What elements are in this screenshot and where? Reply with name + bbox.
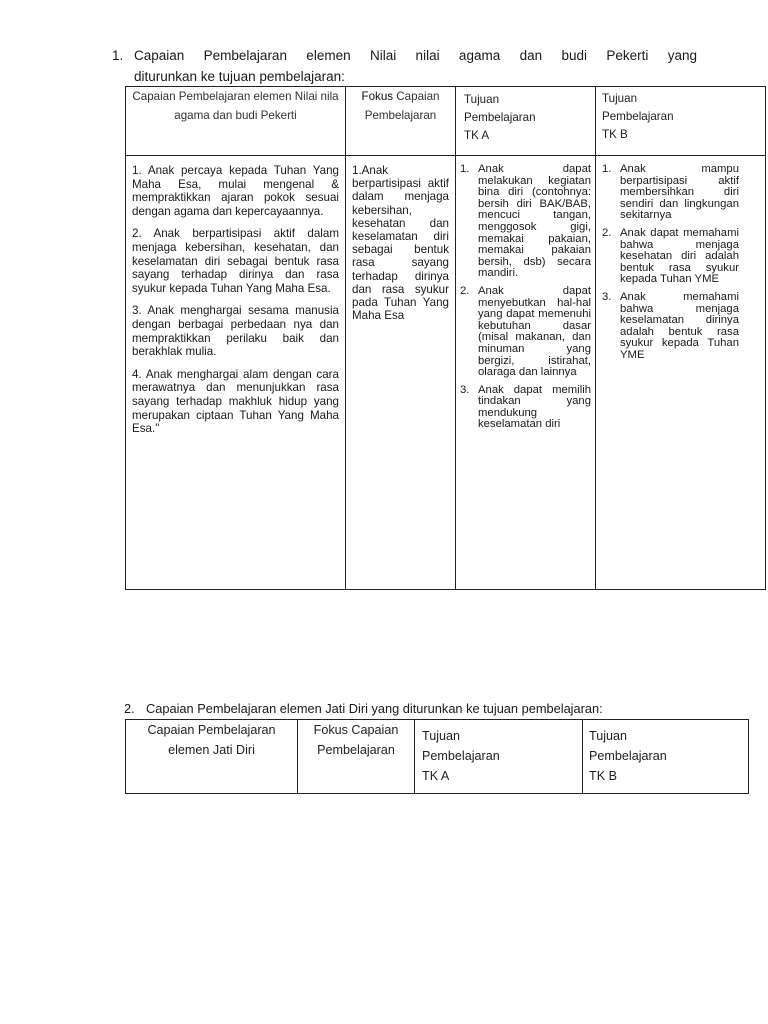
- header-tk-a-line: TK A: [464, 129, 490, 142]
- tk-b-item-number: 2.: [602, 226, 612, 239]
- header-tk-b-line: TK B: [589, 769, 617, 783]
- header-capaian: [126, 87, 346, 156]
- tk-a-item: [458, 385, 591, 431]
- section-1-title-line2: diturunkan ke tujuan pembelajaran:: [134, 69, 345, 84]
- table-header-row: [126, 87, 766, 156]
- tk-b-list: [600, 164, 739, 362]
- table-jati-diri: [125, 719, 749, 794]
- capaian-item: 3. Anak menghargai sesama manusia dengan berbagai perbedaan nya dan mempraktikkan perilaku baik dan berakhlak mulia.: [132, 304, 339, 359]
- cell-tk-b: [596, 156, 766, 590]
- header-tk-b-line: Tujuan: [602, 92, 638, 105]
- header-fokus: [298, 720, 415, 794]
- table-header-row: [126, 720, 749, 794]
- header-tk-a: [456, 87, 596, 156]
- header-capaian: [126, 720, 298, 794]
- capaian-item: 4. Anak menghargai alam dengan cara merawatnya dan menunjukkan rasa sayang terhadap makhluk hidup yang merupakan ciptaan Tuhan Yang Maha Esa.": [132, 367, 339, 436]
- tk-b-item-text: Anak dapat memahami bahwa menjaga kesehatan diri adalah bentuk rasa syukur kepada Tuhan YME: [620, 226, 739, 286]
- fokus-text: 1.Anak berpartisipasi aktif dalam menjaga kebersihan, kesehatan dan keselamatan diri sebagai bentuk rasa sayang terhadap dirinya dan rasa syukur pada Tuhan Yang Maha Esa: [352, 164, 449, 323]
- header-tk-b-line: TK B: [602, 128, 628, 141]
- table-nilai-agama: [125, 86, 766, 590]
- cell-capaian: [126, 156, 346, 590]
- header-capaian-label: Capaian Pembelajaran elemen Nilai nila agama dan budi Pekerti: [132, 90, 339, 122]
- capaian-item: 2. Anak berpartisipasi aktif dalam menjaga kebersihan, kesehatan, dan keselamatan diri sebagai bentuk rasa sayang terhadap dirinya dan rasa syukur kepada Tuhan Yang Maha Esa.: [132, 227, 339, 295]
- tk-a-item-number: 2.: [460, 284, 470, 297]
- header-tk-b: [583, 720, 749, 794]
- cell-tk-a: [456, 156, 596, 590]
- tk-b-item-number: 1.: [602, 163, 612, 175]
- tk-b-item: [600, 292, 739, 362]
- header-tk-b-line: Tujuan: [589, 729, 628, 743]
- tk-b-item: [600, 228, 739, 286]
- header-tk-a: [415, 720, 583, 794]
- cell-fokus: [346, 156, 456, 590]
- header-fokus-bold: Fokus: [361, 90, 394, 103]
- header-tk-b: [596, 87, 766, 156]
- header-capaian-label: Capaian Pembelajaran elemen Jati Diri: [147, 723, 276, 757]
- section-1-title-line1: Capaian Pembelajaran elemen Nilai nilai agama dan budi Pekerti yang: [134, 48, 697, 63]
- header-tk-a-line: Pembelajaran: [422, 749, 500, 763]
- header-tk-a-line: TK A: [422, 769, 450, 783]
- section-2-number: 2.: [124, 701, 135, 716]
- header-fokus-label: Fokus Capaian Pembelajaran: [313, 723, 399, 757]
- header-tk-a-line: Tujuan: [464, 93, 500, 106]
- tk-b-item-text: Anak mampu berpartisipasi aktif membersihkan diri sendiri dan lingkungan sekitarnya: [620, 163, 739, 222]
- section-2-heading: [124, 699, 603, 719]
- header-tk-b-line: Pembelajaran: [602, 110, 674, 123]
- section-1-number: 1.: [112, 48, 124, 63]
- tk-b-item-text: Anak memahami bahwa menjaga keselamatan dirinya adalah bentuk rasa syukur kepada Tuhan YME: [620, 290, 739, 361]
- tk-a-item-number: 3.: [460, 383, 470, 396]
- header-fokus-rest: Capaian Pembelajaran: [364, 90, 440, 122]
- tk-a-item-number: 1.: [460, 163, 470, 175]
- header-tk-a-line: Tujuan: [422, 729, 461, 743]
- table-body-row: [126, 156, 766, 590]
- header-tk-a-line: Pembelajaran: [464, 111, 536, 124]
- tk-a-item-text: Anak dapat melakukan kegiatan bina diri (contohnya: bersih diri BAK/BAB, mencuci tangan, menggosok gigi, memakai pakaian, memakai pakaian bersih, dsb) secara mandiri.: [478, 163, 591, 280]
- tk-a-item-text: Anak dapat menyebutkan hal-hal yang dapat memenuhi kebutuhan dasar (misal makanan, dan minuman yang bergizi, istirahat, olaraga dan lainnya: [478, 284, 591, 379]
- section-2-title: Capaian Pembelajaran elemen Jati Diri yang diturunkan ke tujuan pembelajaran:: [146, 701, 603, 716]
- capaian-item: 1. Anak percaya kepada Tuhan Yang Maha Esa, mulai mengenal & mempraktikkan ajaran pokok sesuai dengan agama dan kepercayaannya.: [132, 164, 339, 218]
- header-fokus: [346, 87, 456, 156]
- tk-a-item-text: Anak dapat memilih tindakan yang mendukung keselamatan diri: [478, 383, 591, 431]
- tk-a-item: [458, 286, 591, 379]
- header-tk-b-line: Pembelajaran: [589, 749, 667, 763]
- tk-b-item-number: 3.: [602, 290, 612, 303]
- tk-a-list: [458, 164, 591, 431]
- tk-b-item: [600, 164, 739, 222]
- tk-a-item: [458, 164, 591, 280]
